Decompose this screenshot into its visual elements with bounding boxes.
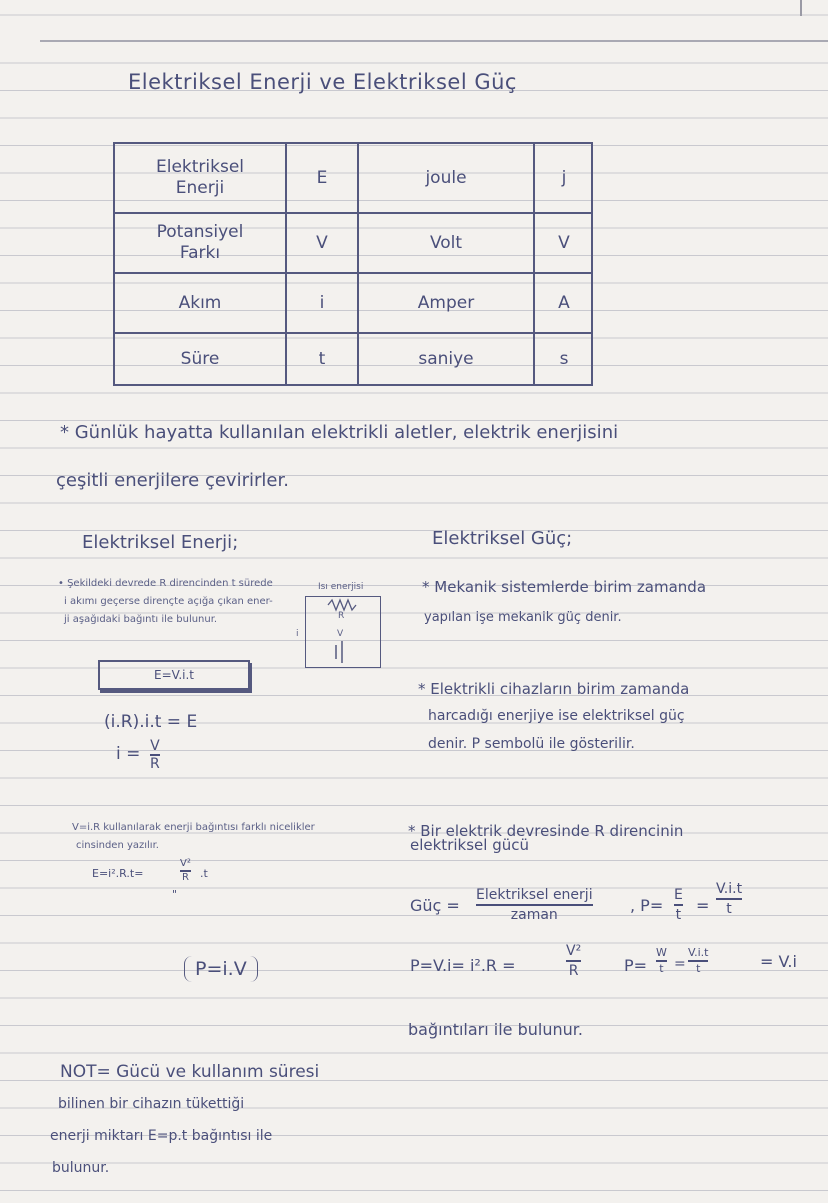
quantity-symbol: V <box>316 232 328 253</box>
intro-note-line: * Günlük hayatta kullanılan elektrikli aletler, elektrik enerjisini <box>60 422 619 443</box>
energy-alt-fraction <box>180 858 191 884</box>
quantity-symbol: i <box>319 292 325 313</box>
page-top-edge <box>40 40 828 50</box>
fraction-denominator: R <box>150 755 160 772</box>
quantity-symbol: t <box>318 348 326 369</box>
fraction-numerator: Elektriksel enerji <box>476 887 593 903</box>
unit-name: saniye <box>418 348 474 369</box>
units-table <box>113 142 593 386</box>
fraction-numerator: V² <box>566 943 582 959</box>
table-row <box>115 144 591 214</box>
unit-name: Amper <box>417 292 475 313</box>
power-formula-box: P=i.V <box>184 956 258 982</box>
fraction-numerator: V.i.t <box>716 881 743 897</box>
unit-name: joule <box>425 167 467 188</box>
electric-power-heading: Elektriksel Güç; <box>432 528 573 549</box>
unit-symbol: s <box>559 348 569 369</box>
power-definition-lhs: Güç = <box>410 896 460 915</box>
energy-description-line: ji aşağıdaki bağıntı ile bulunur. <box>64 614 218 625</box>
fraction-numerator: V.i.t <box>688 946 709 959</box>
power-fraction <box>566 942 581 980</box>
power-description-line: * Mekanik sistemlerde birim zamanda <box>422 578 707 596</box>
note-line: bilinen bir cihazın tükettiği <box>58 1096 245 1112</box>
power-description-line: * Elektrikli cihazların birim zamanda <box>418 680 690 698</box>
quantity-name: Süre <box>180 348 220 369</box>
energy-alt-equation-end: .t <box>200 867 208 880</box>
unit-name: Volt <box>429 232 463 253</box>
power-description-line: harcadığı enerjiye ise elektriksel güç <box>428 708 685 724</box>
table-row <box>115 214 591 274</box>
power-description-line: denir. P sembolü ile gösterilir. <box>428 736 635 752</box>
power-definition-fraction <box>476 886 593 924</box>
power-formula-text: = <box>674 956 686 972</box>
substitution-note-line: V=i.R kullanılarak enerji bağıntısı farklı nicelikler <box>72 822 315 833</box>
fraction-numerator: E <box>674 887 683 903</box>
quantity-name: Akım <box>178 292 222 313</box>
circuit-r-label: R <box>338 611 345 621</box>
circuit-diagram <box>296 596 381 668</box>
power-fraction <box>716 880 742 918</box>
power-formula-text: P= <box>624 956 648 975</box>
energy-formula-box: E=V.i.t <box>98 660 250 690</box>
current-equation-lhs: i = <box>116 744 141 764</box>
energy-equation: (i.R).i.t = E <box>104 712 198 732</box>
note-line: bulunur. <box>52 1160 110 1176</box>
energy-description-line: • Şekildeki devrede R direncinden t sürede <box>58 578 273 589</box>
unit-symbol: A <box>558 292 570 313</box>
power-fraction <box>674 886 683 924</box>
power-description-line: yapılan işe mekanik güç denir. <box>424 610 622 625</box>
power-description-line: elektriksel gücü <box>410 836 529 854</box>
electric-energy-heading: Elektriksel Enerji; <box>82 532 239 553</box>
page-corner-mark <box>800 0 802 16</box>
energy-alt-equation: E=i².R.t= <box>92 867 144 880</box>
power-formula-text: = <box>696 896 710 915</box>
unit-symbol: V <box>558 232 570 253</box>
fraction-denominator: R <box>568 962 579 979</box>
fraction-denominator: t <box>726 900 732 917</box>
power-formula-text: , P= <box>630 896 664 915</box>
fraction-denominator: R <box>181 871 189 883</box>
fraction-numerator: V² <box>180 858 191 869</box>
fraction-denominator: t <box>696 961 701 975</box>
fraction-numerator: V <box>150 738 160 754</box>
table-row <box>115 334 591 384</box>
quantity-name: Elektriksel Enerji <box>155 157 245 198</box>
circuit-heat-label: Isı enerjisi <box>318 582 364 592</box>
unit-symbol: j <box>561 167 567 188</box>
circuit-v-label: V <box>337 629 344 639</box>
quantity-name: Potansiyel Farkı <box>156 222 244 263</box>
fraction-denominator: t <box>675 906 682 923</box>
fraction-denominator: t <box>659 961 664 975</box>
note-line: NOT= Gücü ve kullanım süresi <box>60 1062 320 1082</box>
fraction-numerator: W <box>656 946 667 959</box>
intro-note-line: çeşitli enerjilere çevirirler. <box>56 470 289 491</box>
circuit-i-label: i <box>296 629 299 639</box>
power-formula-text: = V.i <box>760 952 797 971</box>
table-row <box>115 274 591 334</box>
substitution-note-line: cinsinden yazılır. <box>76 840 159 851</box>
quantity-symbol: E <box>316 167 328 188</box>
energy-description-line: i akımı geçerse dirençte açığa çıkan ener- <box>64 596 273 607</box>
power-conclusion: bağıntıları ile bulunur. <box>408 1020 583 1039</box>
page-title: Elektriksel Enerji ve Elektriksel Güç <box>128 70 517 94</box>
power-description-line: * Bir elektrik devresinde R direncinin <box>408 822 684 840</box>
fraction-denominator: zaman <box>510 906 558 923</box>
note-line: enerji miktarı E=p.t bağıntısı ile <box>50 1128 273 1144</box>
power-fraction <box>688 946 708 976</box>
ditto-mark: " <box>172 888 178 901</box>
current-fraction <box>150 738 160 772</box>
power-fraction <box>656 946 667 976</box>
power-formula-text: P=V.i= i².R = <box>410 956 516 975</box>
